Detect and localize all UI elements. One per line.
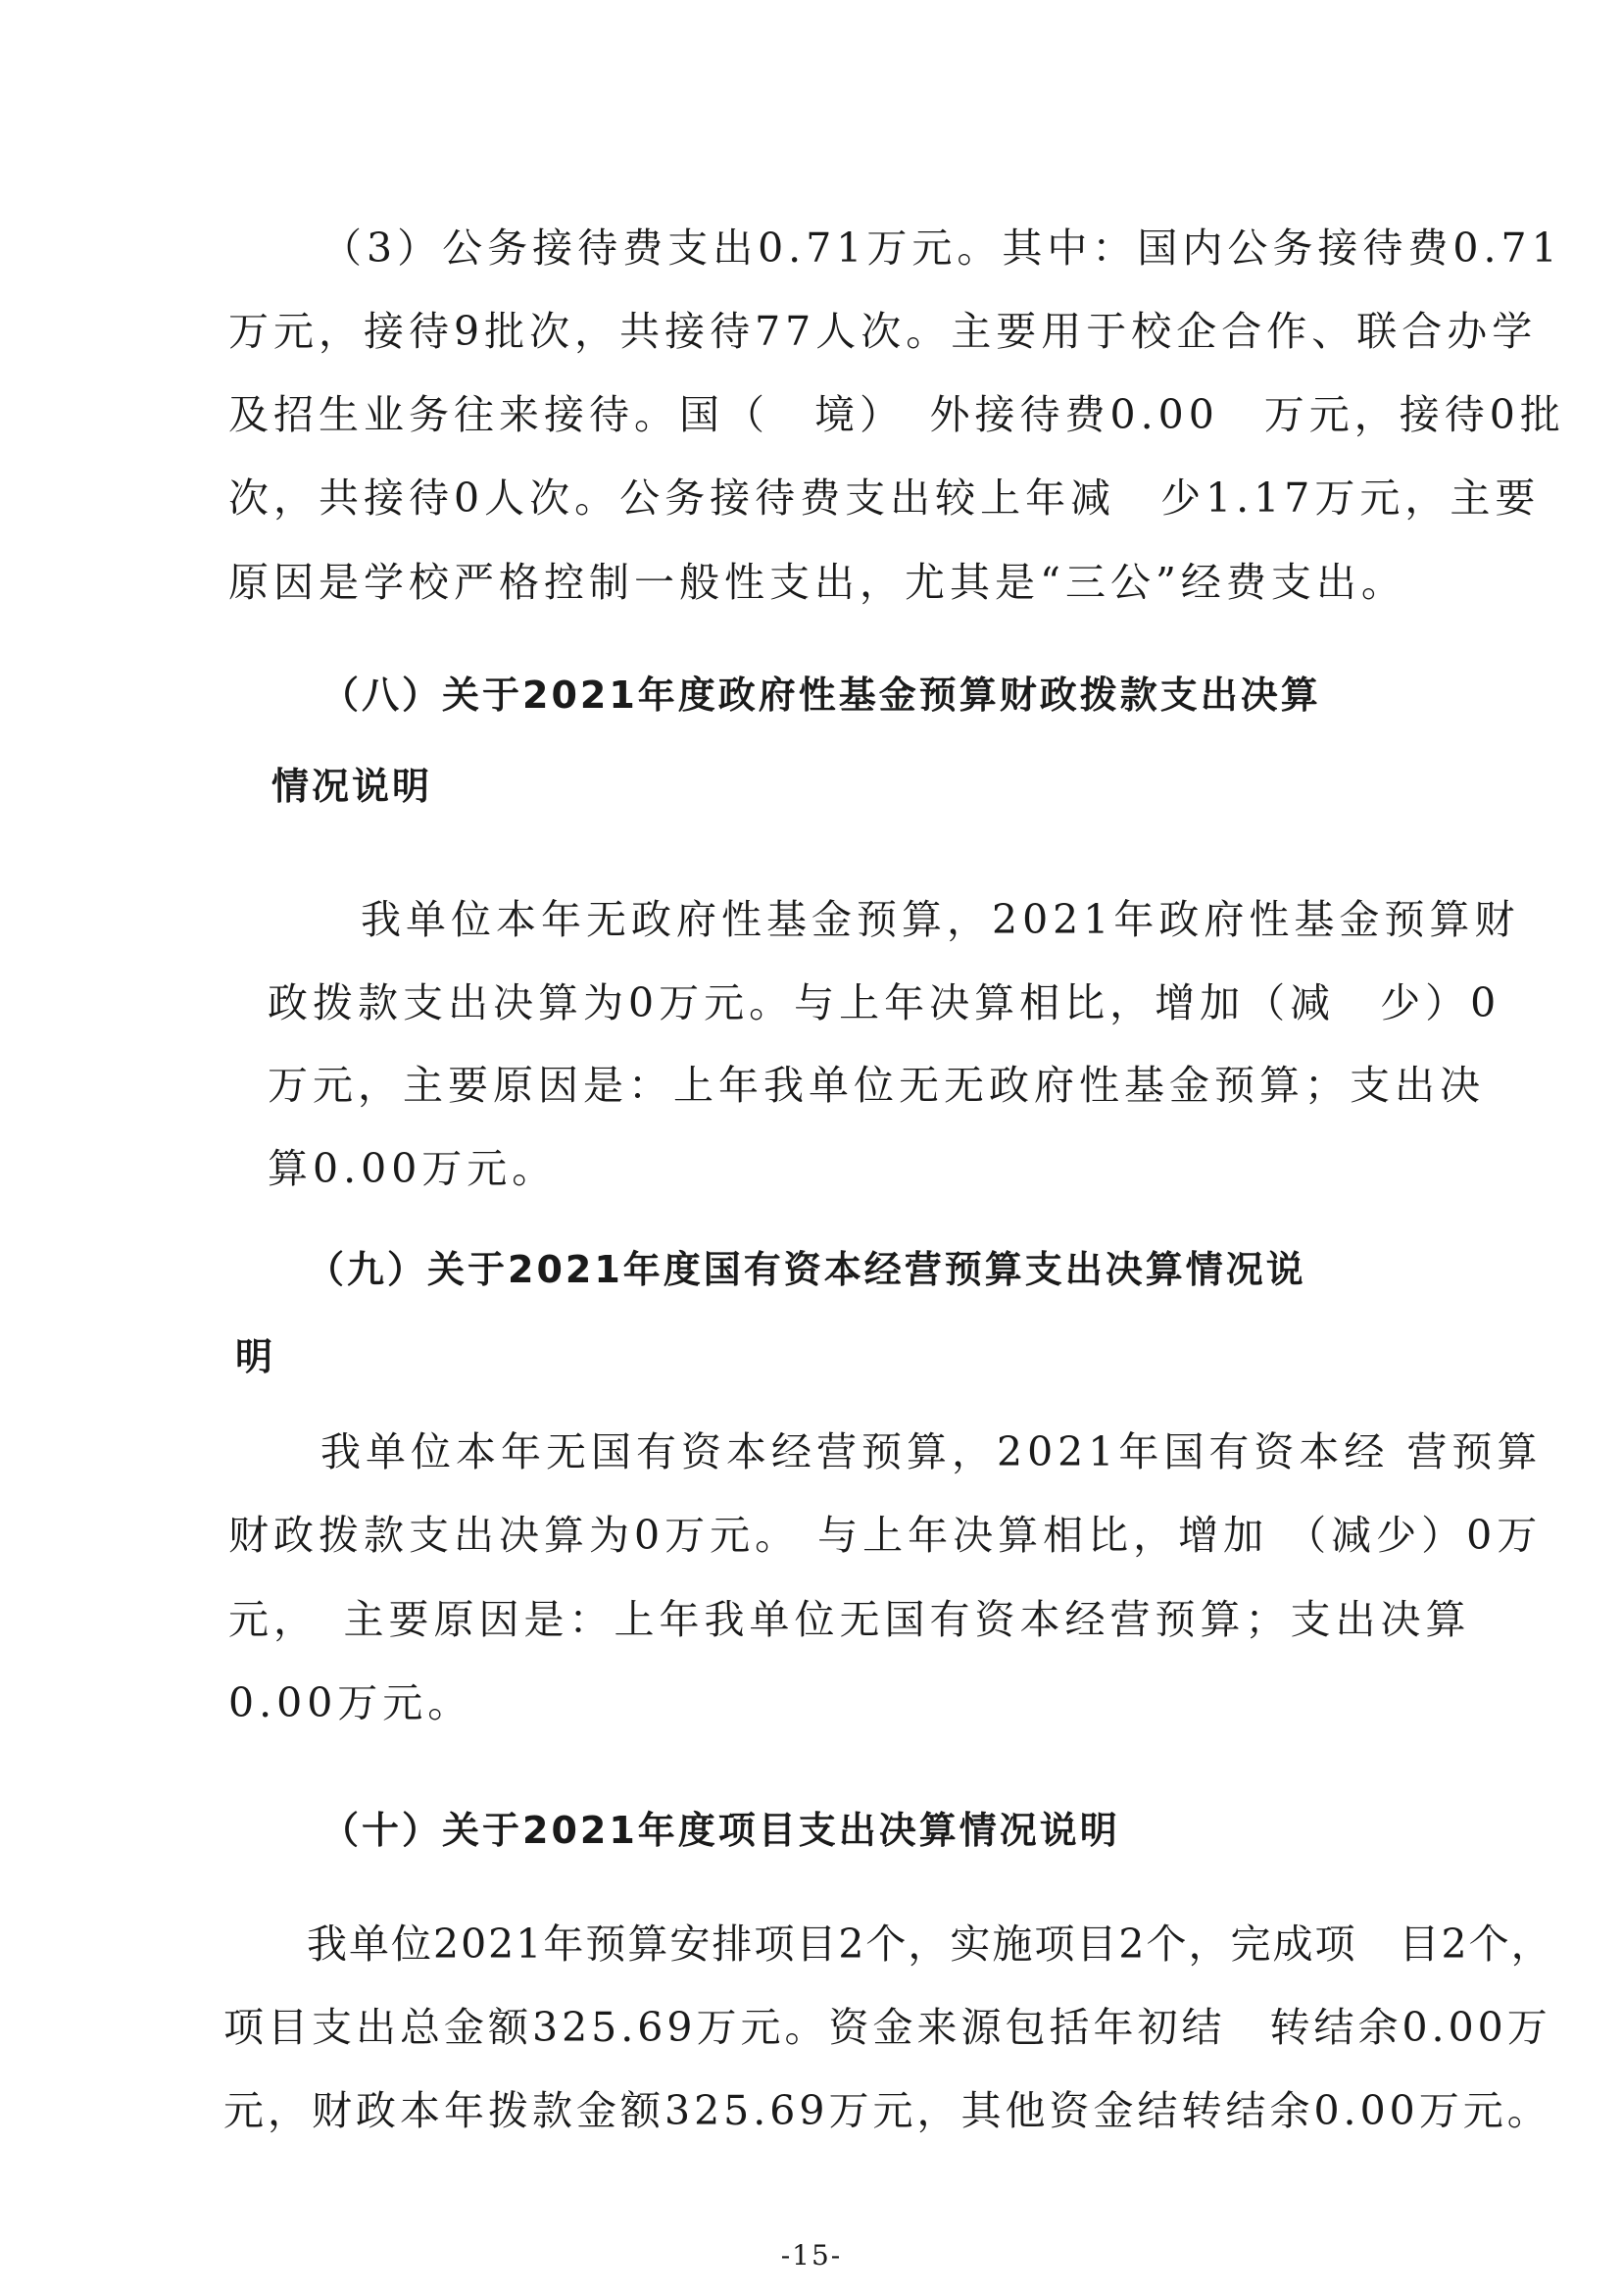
paragraph-line: 我单位本年无政府性基金预算，2021年政府性基金预算财 (361, 896, 1520, 943)
paragraph-line: 政拨款支出决算为0万元。与上年决算相比，增加（减 少）0 (268, 979, 1501, 1026)
paragraph-line: 我单位本年无国有资本经营预算，2021年国有资本经 营预算 (320, 1428, 1543, 1475)
heading-line: 明 (235, 1335, 276, 1378)
paragraph-line: 及招生业务往来接待。国（ 境） 外接待费0.00 万元，接待0批 (228, 391, 1565, 438)
paragraph-line: 财政拨款支出决算为0万元。 与上年决算相比，增加 （减少）0万 (228, 1512, 1543, 1559)
paragraph-line: 元， 主要原因是：上年我单位无国有资本经营预算；支出决算 (228, 1596, 1471, 1643)
paragraph-line: 原因是学校严格控制一般性支出，尤其是“三公”经费支出。 (228, 559, 1406, 606)
paragraph-line: 万元，主要原因是：上年我单位无无政府性基金预算；支出决 (268, 1062, 1485, 1109)
paragraph-line: 0.00万元。 (228, 1679, 473, 1726)
paragraph-line: 算0.00万元。 (268, 1145, 558, 1192)
page-number: -15- (780, 2239, 843, 2271)
heading-line: （九）关于2021年度国有资本经营预算支出决算情况说 (307, 1248, 1306, 1291)
heading-line: （八）关于2021年度政府性基金预算财政拨款支出决算 (321, 674, 1321, 717)
paragraph-line: 元，财政本年拨款金额325.69万元，其他资金结转结余0.00万元。 (223, 2087, 1551, 2134)
paragraph-line: 万元，接待9批次，共接待77人次。主要用于校企合作、联合办学 (228, 308, 1538, 355)
paragraph-line: 次，共接待0人次。公务接待费支出较上年减 少1.17万元，主要 (228, 474, 1541, 522)
paragraph-line: （3）公务接待费支出0.71万元。其中：国内公务接待费0.71 (321, 225, 1562, 272)
paragraph-line: 项目支出总金额325.69万元。资金来源包括年初结 转结余0.00万 (223, 2004, 1551, 2051)
heading-line: 情况说明 (271, 765, 433, 808)
paragraph-line: 我单位2021年预算安排项目2个，实施项目2个，完成项 目2个， (307, 1921, 1553, 1968)
section-10-heading: （十）关于2021年度项目支出决算情况说明 (321, 1809, 1120, 1852)
